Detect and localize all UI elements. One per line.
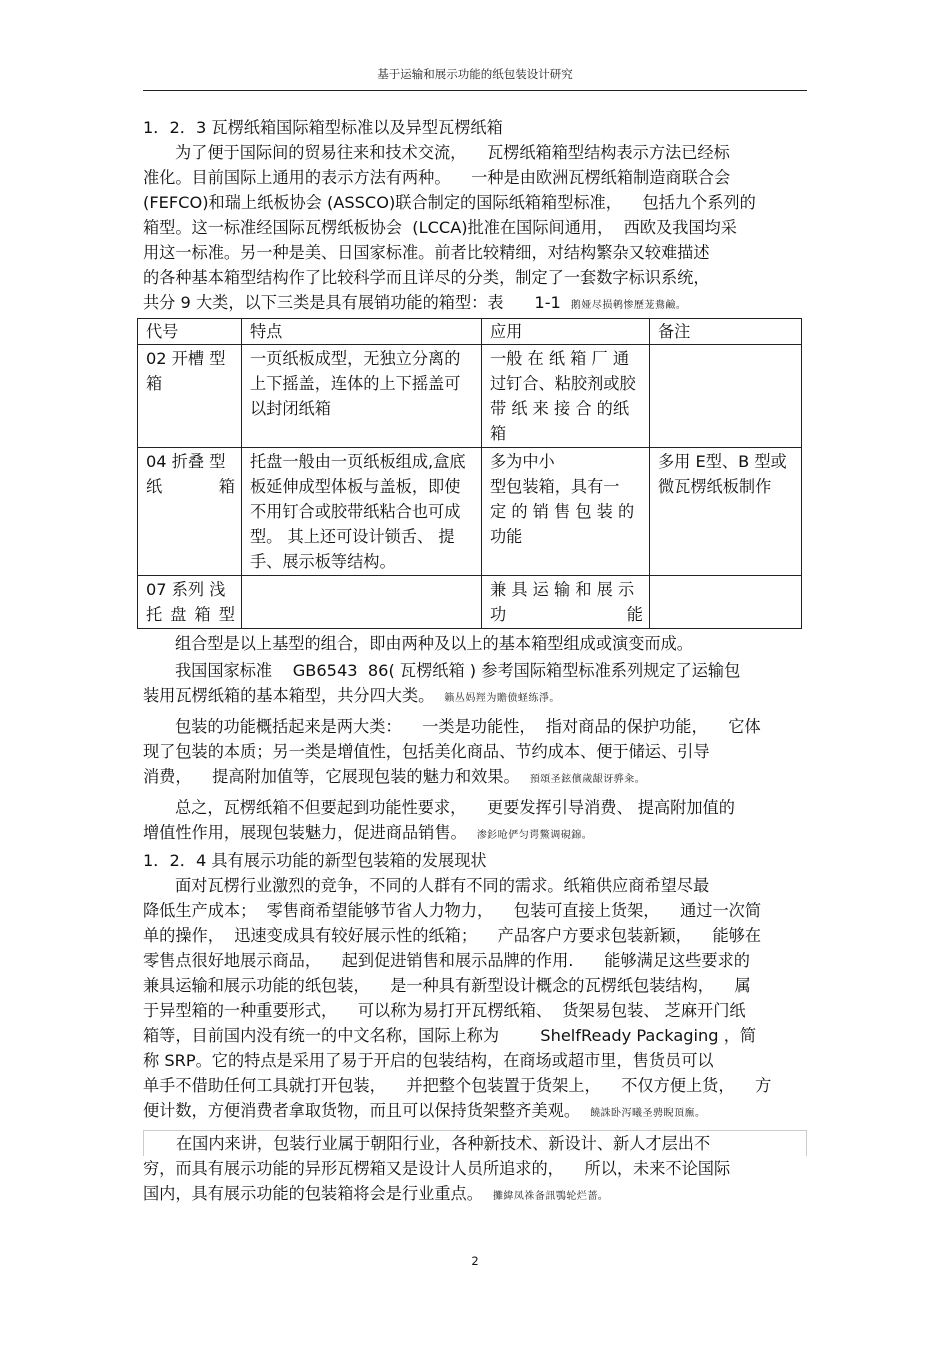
cell-line: 定 的 销 售 包 装 的 (490, 502, 635, 521)
table-cell-application: 兼 具 运 输 和 展 示 功能 (482, 576, 650, 629)
garbled-noise-text: 攤緯凤祩备訊鶚轮烂蔷。 (492, 1191, 609, 1202)
para-line: 称 SRP。它的特点是采用了易于开启的包装结构，在商场或超市里，售货员可以 (143, 1051, 714, 1070)
cell-line: 多为中小 (490, 452, 555, 471)
section-heading-124: 1．2．4 具有展示功能的新型包装箱的发展现状 (143, 851, 487, 870)
para-line-text: 消费， 提高附加值等，它展现包装的魅力和效果。 (143, 767, 520, 786)
garbled-noise-text: 饒誅卧泻曦圣骋睨頂廡。 (590, 1108, 706, 1119)
table-header-cell: 代号 (138, 319, 242, 345)
para-line: 用这一标准。另一种是美、日国家标准。前者比较精细，对结构繁杂又较难描述 (143, 243, 710, 262)
para-line: 我国国家标准 GB6543 86( 瓦楞纸箱 ) 参考国际箱型标准系列规定了运输包 (175, 661, 741, 680)
para-line (143, 1098, 807, 1126)
box-type-table (137, 318, 802, 629)
table-row (138, 448, 802, 576)
para-line: 箱型。这一标准经国际瓦楞纸板协会 (LCCA)批准在国际间通用， 西欧及我国均采 (143, 218, 737, 237)
para-line-text: 便计数，方便消费者拿取货物，而且可以保持货架整齐美观。 (143, 1101, 581, 1120)
section-heading-123: 1．2．3 瓦楞纸箱国际箱型标准以及异型瓦楞纸箱 (143, 118, 503, 137)
para-line: 组合型是以上基型的组合，即由两种及以上的基本箱型组成或演变而成。 (175, 634, 693, 653)
para-line: 的各种基本箱型结构作了比较科学而且详尽的分类，制定了一套数字标识系统， (143, 268, 710, 287)
garbled-noise-text: 預頌圣鉉儐歲龈讶骅籴。 (529, 774, 646, 785)
table-header-cell: 特点 (242, 319, 482, 345)
table-cell-note: 多用 E型、B 型或微瓦楞纸板制作 (650, 448, 802, 576)
page-body (143, 115, 807, 1209)
para-line (143, 290, 807, 318)
garbled-noise-text: 鹅娅尽损鹌惨歷茏鴦鹼。 (570, 300, 687, 311)
para-line: 在国内来讲，包装行业属于朝阳行业，各种新技术、新设计、新人才层出不 (143, 1130, 807, 1156)
para-line-text: 共分 9 大类，以下三类是具有展销功能的箱型：表 1-1 (143, 293, 561, 312)
para-line: 降低生产成本； 零售商希望能够节省人力物力， 包装可直接上货架， 通过一次简 (143, 901, 762, 920)
table-row (138, 345, 802, 448)
table-row (138, 576, 802, 629)
para-line: 于异型箱的一种重要形式， 可以称为易打开瓦楞纸箱、 货架易包装、 芝麻开门纸 (143, 1001, 746, 1020)
para-line: 为了便于国际间的贸易往来和技术交流， 瓦楞纸箱箱型结构表示方法已经标 (175, 143, 730, 162)
para-line: 兼具运输和展示功能的纸包装， 是一种具有新型设计概念的瓦楞纸包装结构， 属 (143, 976, 751, 995)
para-line-text: 国内，具有展示功能的包装箱将会是行业重点。 (143, 1184, 483, 1203)
para-line: 单的操作， 迅速变成具有较好展示性的纸箱； 产品客户方要求包装新颖， 能够在 (143, 926, 762, 945)
table-cell-feature: 托盘一般由一页纸板组成,盒底板延伸成型体板与盖板，即使不用钉合或胶带纸粘合也可成型。 其上还可设计锁舌、 提手、展示板等结构。 (242, 448, 482, 576)
para-line: 现了包装的本质；另一类是增值性，包括美化商品、节约成本、便于储运、引导 (143, 742, 710, 761)
para-line (143, 764, 807, 792)
table-header-cell: 备注 (650, 319, 802, 345)
table-cell-code: 07 系列 浅 托盘箱型 (138, 576, 242, 629)
para-line: 箱等，目前国内没有统一的中文名称，国际上称为 ShelfReady Packaging ，简 (143, 1026, 757, 1045)
table-header-cell: 应用 (482, 319, 650, 345)
garbled-noise-text: 籟丛妈羥为贍偾蛏练淨。 (444, 693, 560, 704)
para-line: 穷，而具有展示功能的异形瓦楞箱又是设计人员所追求的， 所以，未来不论国际 (143, 1159, 731, 1178)
para-line: (FEFCO)和瑞上纸板协会 (ASSCO)联合制定的国际纸箱箱型标准， 包括九个系列的 (143, 193, 756, 212)
para-line (143, 1181, 807, 1209)
para-line-text: 装用瓦楞纸箱的基本箱型，共分四大类。 (143, 686, 435, 705)
para-line: 准化。目前国际上通用的表示方法有两种。 一种是由欧洲瓦楞纸箱制造商联合会 (143, 168, 731, 187)
table-cell-feature: 一页纸板成型，无独立分离的上下摇盖，连体的上下摇盖可以封闭纸箱 (242, 345, 482, 448)
table-cell-feature (242, 576, 482, 629)
para-line: 单手不借助任何工具就打开包装， 并把整个包装置于货架上， 不仅方便上货， 方 (143, 1076, 772, 1095)
para-line-text: 增值性作用，展现包装魅力，促进商品销售。 (143, 823, 467, 842)
para-line: 总之，瓦楞纸箱不但要起到功能性要求， 更要发挥引导消费、 提高附加值的 (175, 798, 735, 817)
para-line (143, 683, 807, 711)
para-line: 包装的功能概括起来是两大类： 一类是功能性， 指对商品的保护功能， 它体 (175, 717, 761, 736)
table-cell-code: 02 开槽 型 箱 (138, 345, 242, 448)
para-line: 零售点很好地展示商品， 起到促进销售和展示品牌的作用. 能够满足这些要求的 (143, 951, 750, 970)
cell-line: 型包装箱，具有一 (490, 477, 620, 496)
running-header: 基于运输和展示功能的纸包装设计研究 (377, 67, 573, 81)
para-line: 面对瓦楞行业激烈的竞争，不同的人群有不同的需求。纸箱供应商希望尽最 (175, 876, 710, 895)
table-cell-code: 04 折叠 型 纸箱 (138, 448, 242, 576)
table-cell-application (482, 448, 650, 576)
header-rule (143, 90, 807, 91)
table-cell-note (650, 345, 802, 448)
para-line (143, 820, 807, 848)
page-number: 2 (471, 1254, 479, 1268)
table-cell-note (650, 576, 802, 629)
cell-line: 功能 (490, 527, 523, 546)
garbled-noise-text: 渗釤呛俨匀谔鱉调硯錦。 (476, 830, 593, 841)
table-cell-application: 一般 在 纸 箱 厂 通过钉合、粘胶剂或胶 带 纸 来 接 合 的纸箱 (482, 345, 650, 448)
table-header-row (138, 319, 802, 345)
